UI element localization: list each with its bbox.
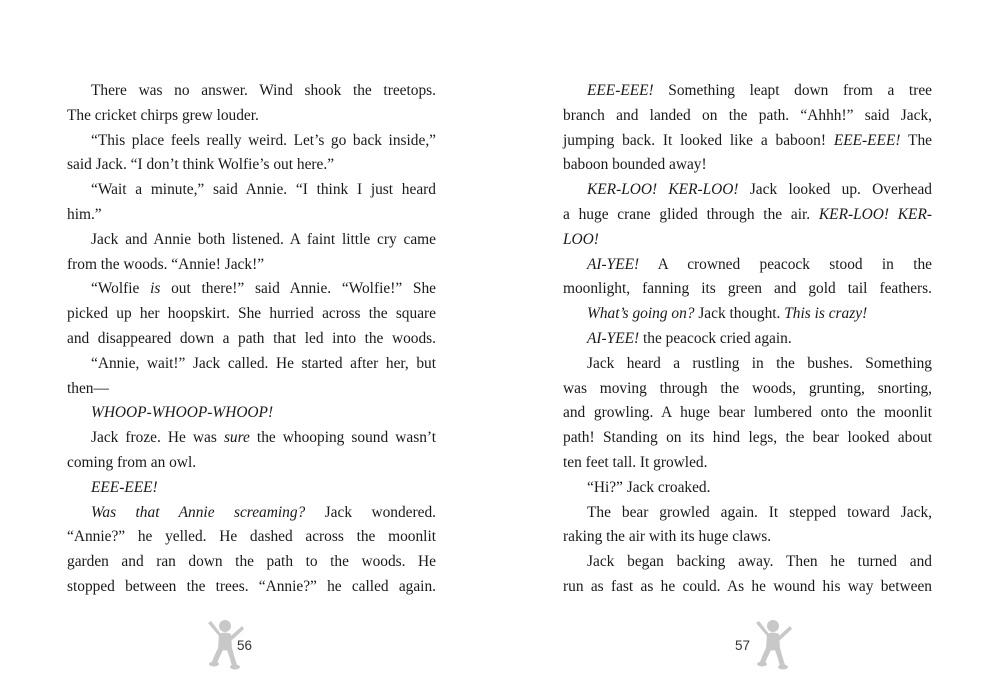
- text-line: What’s going on? Jack thought. This is crazy!: [587, 305, 868, 323]
- text-line: moonlight, fanning its green and gold tail feathers.: [563, 280, 932, 298]
- text-line: Was that Annie screaming? Jack wondered.: [91, 503, 436, 521]
- page-number: 57: [735, 638, 751, 653]
- left-page: [67, 79, 436, 600]
- text-line: “Annie?” he yelled. He dashed across the moonlit: [67, 528, 436, 546]
- text-line: Jack heard a rustling in the bushes. Something: [587, 354, 932, 372]
- text-line: Jack and Annie both listened. A faint little cry came: [91, 230, 436, 248]
- text-line: AI-YEE! the peacock cried again.: [587, 329, 792, 347]
- text-line: AI-YEE! A crowned peacock stood in the: [587, 255, 932, 273]
- text-line: was moving through the woods, grunting, snorting,: [563, 379, 932, 397]
- text-line: him.”: [67, 205, 102, 223]
- text-line: ten feet tall. It growled.: [563, 453, 708, 471]
- text-line: “Wait a minute,” said Annie. “I think I just heard: [91, 181, 436, 199]
- text-line: Jack froze. He was sure the whooping sound wasn’t: [91, 429, 437, 447]
- text-line: “Hi?” Jack croaked.: [587, 478, 711, 496]
- text-line: stopped between the trees. “Annie?” he called again.: [67, 577, 436, 595]
- text-line: baboon bounded away!: [563, 156, 707, 174]
- text-line: jumping back. It looked like a baboon! EEE-EEE! The: [563, 131, 932, 149]
- text-line: raking the air with its huge claws.: [563, 528, 772, 546]
- text-line: The bear growled again. It stepped toward Jack,: [587, 503, 932, 521]
- right-page: [563, 79, 932, 600]
- page-number: 56: [237, 638, 253, 653]
- text-line: branch and landed on the path. “Ahhh!” said Jack,: [563, 106, 932, 124]
- text-line: from the woods. “Annie! Jack!”: [67, 255, 265, 273]
- text-line: “This place feels really weird. Let’s go back inside,”: [91, 131, 436, 149]
- dancing-figure-icon: [753, 616, 793, 670]
- right-page-footer: [735, 616, 815, 672]
- text-line: EEE-EEE! Something leapt down from a tree: [587, 82, 932, 99]
- text-line: The cricket chirps grew louder.: [67, 106, 259, 124]
- text-line: and growling. A huge bear lumbered onto the moonlit: [563, 404, 932, 422]
- text-line: said Jack. “I don’t think Wolfie’s out here.”: [67, 156, 335, 174]
- text-line: EEE-EEE!: [91, 478, 158, 496]
- text-line: picked up her hoopskirt. She hurried across the square: [67, 305, 436, 323]
- text-line: KER-LOO! KER-LOO! Jack looked up. Overhead: [587, 181, 932, 199]
- text-line: WHOOP-WHOOP-WHOOP!: [91, 404, 274, 422]
- text-line: a huge crane glided through the air. KER-LOO! KER-: [563, 205, 932, 223]
- text-line: path! Standing on its hind legs, the bear looked about: [563, 429, 932, 447]
- text-line: “Annie, wait!” Jack called. He started after her, but: [91, 354, 436, 372]
- text-line: There was no answer. Wind shook the treetops.: [91, 82, 436, 99]
- text-line: garden and ran down the path to the woods. He: [67, 553, 436, 571]
- text-line: then—: [67, 379, 109, 397]
- left-page-footer: [205, 616, 285, 672]
- text-line: LOO!: [563, 230, 599, 248]
- text-line: and disappeared down a path that led into the woods.: [67, 329, 436, 347]
- text-line: run as fast as he could. As he wound his way between: [563, 577, 932, 595]
- text-line: “Wolfie is out there!” said Annie. “Wolfie!” She: [91, 280, 436, 298]
- text-line: Jack began backing away. Then he turned and: [587, 553, 932, 571]
- text-line: coming from an owl.: [67, 453, 197, 471]
